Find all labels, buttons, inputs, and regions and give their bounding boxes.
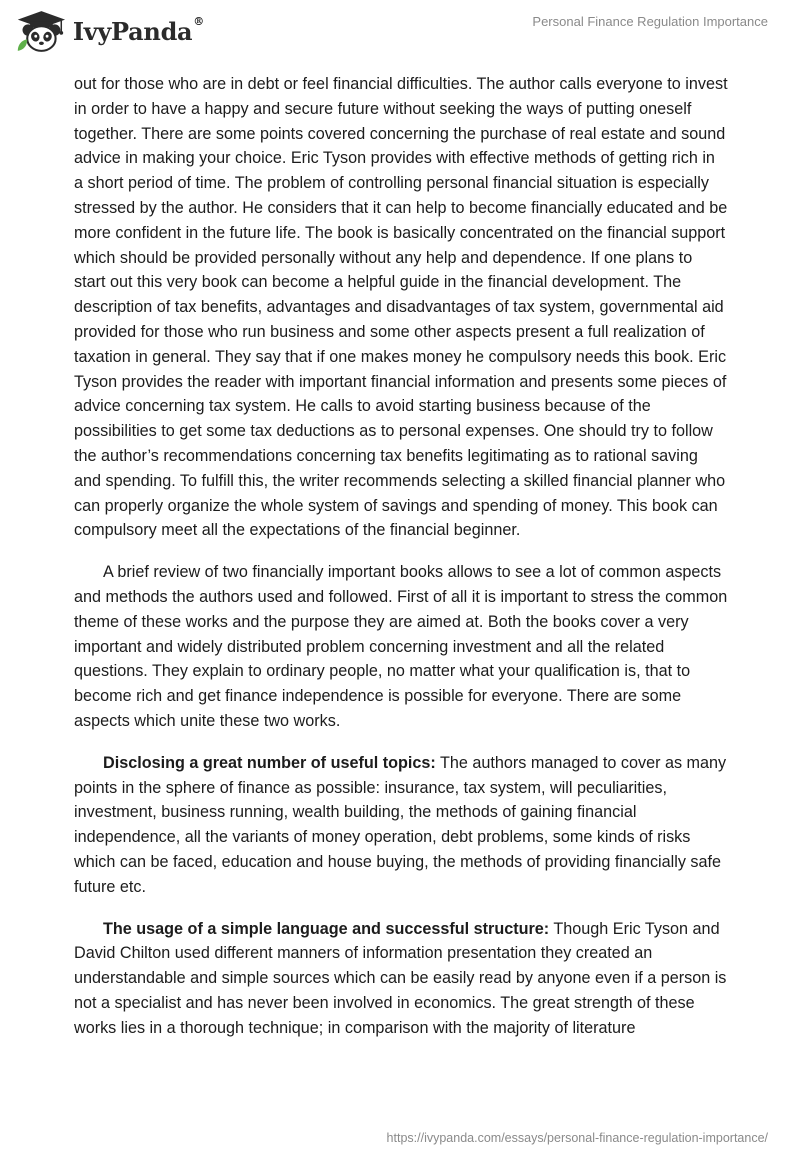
source-url[interactable]: https://ivypanda.com/essays/personal-finance-regulation-importance/ [386,1131,768,1145]
logo-wordmark [72,14,204,46]
ivypanda-logo[interactable] [14,8,204,54]
document-title: Personal Finance Regulation Importance [532,14,768,29]
paragraph-3-text: The authors managed to cover as many points in the sphere of finance as possible: insurance, tax system, will peculiarities, investment, business running, wealth building, the methods of gaining financial independence, all the variants of money operation, debt problems, some kinds of risks which can be faced, education and house buying, the methods of providing financially safe future etc. [74,753,727,896]
paragraph-4 [74,917,728,1041]
paragraph-2: A brief review of two financially important books allows to see a lot of common aspects and methods the authors used and followed. First of all it is important to stress the common theme of these works and the purpose they are aimed at. Both the books cover a very important and widely distributed problem concerning investment and all the related questions. They explain to ordinary people, no matter what your qualification is, that to become rich and get finance independence is possible for everyone. There are some aspects which unite these two works. [74,563,728,730]
paragraph-1: out for those who are in debt or feel financial difficulties. The author calls everyone to invest in order to have a happy and secure future without seeking the ways of putting oneself together. There are some points covered concerning the purchase of real estate and sound advice in making your choice. Eric Tyson provides with effective methods of getting rich in a short period of time. The problem of controlling personal financial situation is especially stressed by the author. He considers that it can help to become financially educated and be more confident in the future life. The book is basically concentrated on the financial support which should be provided personally without any help and dependence. If one plans to start out this very book can become a helpful guide in the financial development. The description of tax benefits, advantages and disadvantages of tax system, governmental aid provided for those who run business and some other aspects present a full realization of taxation in general. They say that if one makes money he compulsory needs this book. Eric Tyson provides the reader with important financial information and presents some pieces of advice concerning tax system. He calls to avoid starting business because of the possibilities to get some tax deductions as to personal expenses. One should try to follow the author’s recommendations concerning tax benefits legitimating as to rational saving and spending. To fulfill this, the writer recommends selecting a skilled financial planner who can properly organize the whole system of savings and spending of money. This book can compulsory meet all the expectations of the financial beginner. [74,75,728,540]
registered-mark: ® [193,14,204,28]
paragraph-4-text: Though Eric Tyson and David Chilton used different manners of information presentation they created an understandable and simple sources which can be easily read by anyone even if a person is not a specialist and has never been involved in economics. The great strength of these works lies in a thorough technique; in comparison with the majority of literature [74,919,727,1037]
paragraph-4-heading: The usage of a simple language and successful structure: [103,919,550,938]
paragraph-3 [74,751,728,900]
panda-graduate-icon [14,8,69,54]
paragraph-3-heading: Disclosing a great number of useful topics: [103,753,436,772]
logo-text: IvyPanda [72,16,193,46]
page-header [0,0,800,60]
essay-content [74,72,728,1057]
